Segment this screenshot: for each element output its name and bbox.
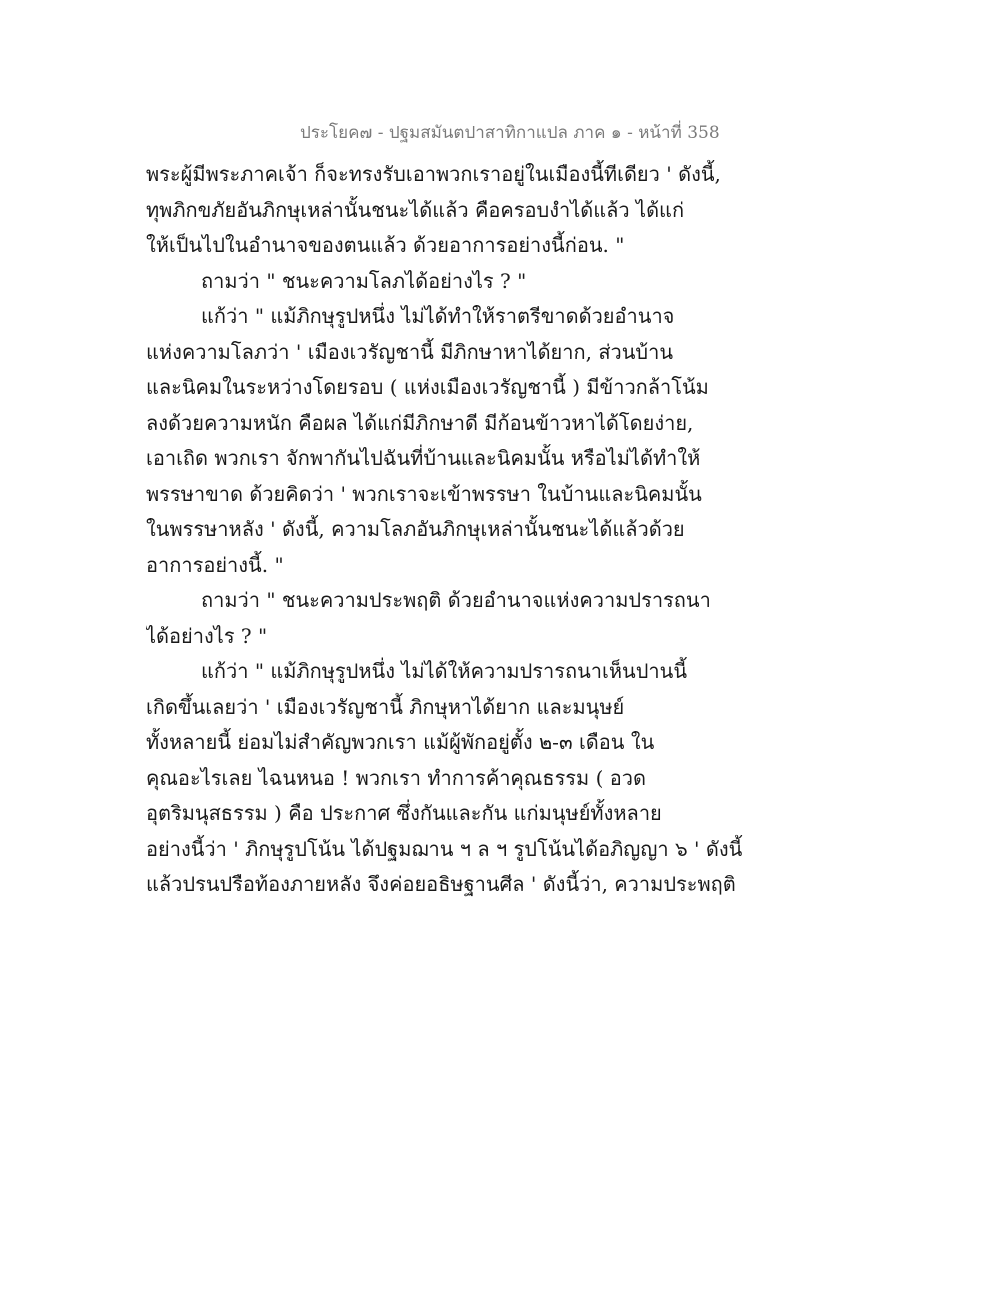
text-line: พระผู้มีพระภาคเจ้า ก็จะทรงรับเอาพวกเราอยู่ในเมืองนี้ทีเดียว ' ดังนี้, [146, 162, 721, 186]
text-line: คุณอะไรเลย ไฉนหนอ ! พวกเรา ทำการค้าคุณธรรม ( อวด [146, 765, 646, 790]
text-line: แห่งความโลภว่า ' เมืองเวรัญชานี้ มีภิกษาหาได้ยาก, ส่วนบ้าน [146, 339, 674, 364]
text-line: อุตริมนุสธรรม ) คือ ประกาศ ซึ่งกันและกัน แก่มนุษย์ทั้งหลาย [146, 801, 662, 825]
body-text [146, 157, 746, 903]
text-line: ได้อย่างไร ? " [146, 623, 268, 648]
text-line: ทั้งหลายนี้ ย่อมไม่สำคัญพวกเรา แม้ผู้พักอยู่ตั้ง ๒-๓ เดือน ใน [146, 730, 655, 754]
text-line: อาการอย่างนี้. " [146, 552, 284, 577]
page-header: ประโยค๗ - ปฐมสมันตปาสาทิกาแปล ภาค ๑ - หน้าที่ 358 [300, 123, 720, 143]
text-line: ลงด้วยความหนัก คือผล ได้แก่มีภิกษาดี มีก้อนข้าวหาได้โดยง่าย, [146, 410, 694, 435]
text-line: แล้วปรนปรือท้องภายหลัง จึงค่อยอธิษฐานศีล ' ดังนี้ว่า, ความประพฤติ [146, 872, 736, 896]
text-line: ให้เป็นไปในอำนาจของตนแล้ว ด้วยอาการอย่างนี้ก่อน. " [146, 233, 625, 257]
paragraph-start-line: แก้ว่า " แม้ภิกษุรูปหนึ่ง ไม่ได้ทำให้ราตรีขาดด้วยอำนาจ [201, 304, 675, 328]
text-line: พรรษาขาด ด้วยคิดว่า ' พวกเราจะเข้าพรรษา ในบ้านและนิคมนั้น [146, 481, 702, 506]
paragraph-start-line: ถามว่า " ชนะความประพฤติ ด้วยอำนาจแห่งความปรารถนา [201, 588, 711, 612]
text-line: ในพรรษาหลัง ' ดังนี้, ความโลภอันภิกษุเหล่านั้นชนะได้แล้วด้วย [146, 517, 685, 541]
text-line: เกิดขึ้นเลยว่า ' เมืองเวรัญชานี้ ภิกษุหาได้ยาก และมนุษย์ [146, 694, 625, 719]
text-line: ทุพภิกขภัยอันภิกษุเหล่านั้นชนะได้แล้ว คือครอบงำได้แล้ว ได้แก่ [146, 197, 685, 222]
paragraph-start-line: แก้ว่า " แม้ภิกษุรูปหนึ่ง ไม่ได้ให้ความปรารถนาเห็นปานนี้ [201, 659, 687, 683]
text-line: อย่างนี้ว่า ' ภิกษุรูปโน้น ได้ปฐมฌาน ฯ ล ฯ รูปโน้นได้อภิญญา ๖ ' ดังนี้ [146, 836, 743, 861]
text-line: เอาเถิด พวกเรา จักพากันไปฉันที่บ้านและนิคมนั้น หรือไม่ได้ทำให้ [146, 446, 701, 470]
text-line: และนิคมในระหว่างโดยรอบ ( แห่งเมืองเวรัญชานี้ ) มีข้าวกล้าโน้ม [146, 375, 709, 399]
paragraph-start-line: ถามว่า " ชนะความโลภได้อย่างไร ? " [201, 268, 527, 293]
